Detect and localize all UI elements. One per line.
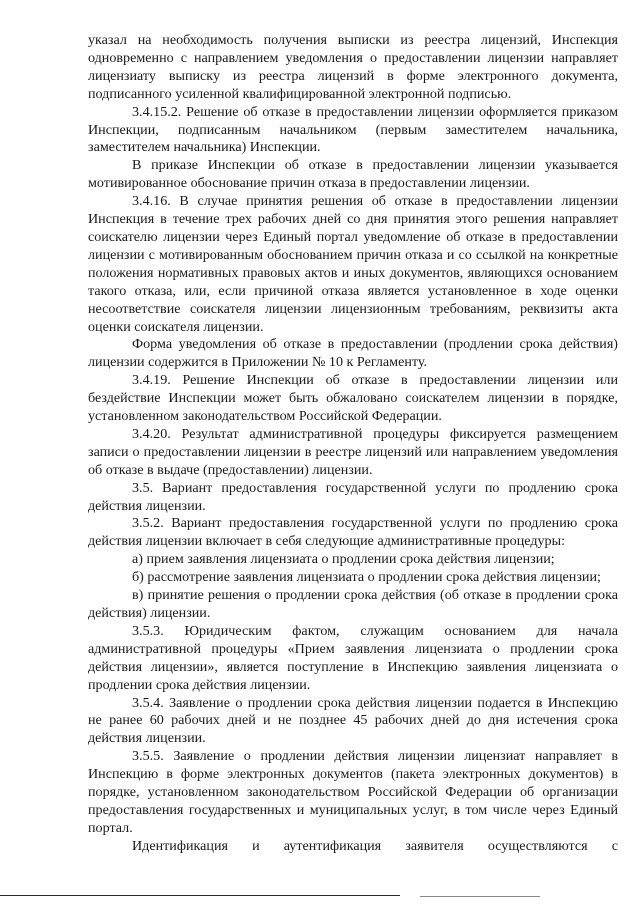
paragraph-notice-form: Форма уведомления об отказе в предоставлении (продлении срока действия) лицензии содержится в Приложении № 10 к Регламенту. [88, 336, 618, 371]
paragraph-3-4-19: 3.4.19. Решение Инспекции об отказе в предоставлении лицензии или бездействие Инспекции может быть обжаловано соискателем лицензии в порядке, установленном законодательством Российской Федерации. [88, 372, 618, 425]
list-item-a: а) прием заявления лицензиата о продлении срока действия лицензии; [132, 551, 555, 568]
paragraph-3-4-16: 3.4.16. В случае принятия решения об отказе в предоставлении лицензии Инспекция в течение трех рабочих дней со дня принятия этого решения направляет соискателю лицензии через Единый портал уведомление об отказе в предоставлении лицензии с мотивированным обоснованием причин отказа и со ссылкой на конкретные положения нормативных правовых актов и иных документов, являющихся основанием такого отказа, или, если причиной отказа является установленное в ходе оценки несоответствие соискателя лицензии лицензионным требованиям, реквизиты акта оценки соискателя лицензии. [88, 193, 618, 335]
paragraph-3-4-20: 3.4.20. Результат административной процедуры фиксируется размещением записи о предоставлении лицензии в реестре лицензий или направлением уведомления об отказе в выдаче (предоставлении) лицензии. [88, 425, 618, 478]
page-bottom-rule-right [420, 896, 540, 897]
list-item-v: в) принятие решения о продлении срока действия (об отказе в продлении срока действия) лицензии. [88, 587, 618, 621]
document-page [88, 32, 618, 856]
paragraph-3-5-5: 3.5.5. Заявление о продлении действия лицензии лицензиат направляет в Инспекцию в форме электронных документов (пакета электронных документов) в порядке, установленном законодательством Российской Федерации об организации предоставления государственных и муниципальных услуг, в том числе через Единый портал. [88, 748, 618, 836]
paragraph-3-5-3: 3.5.3. Юридическим фактом, служащим основанием для начала административной процедуры «Прием заявления лицензиата о продлении срока действия лицензии», является поступление в Инспекцию заявления лицензиата о продлении срока действия лицензии. [88, 622, 618, 693]
paragraph-identification: Идентификация и аутентификация заявителя осуществляются с [132, 837, 618, 854]
paragraph-3-5-2: 3.5.2. Вариант предоставления государственной услуги по продлению срока действия лицензии включает в себя следующие административные процедуры: [88, 515, 618, 550]
paragraph-order-content: В приказе Инспекции об отказе в предоставлении лицензии указывается мотивированное обоснование причин отказа в предоставлении лицензии. [88, 157, 618, 192]
paragraph-3-5: 3.5. Вариант предоставления государственной услуги по продлению срока действия лицензии. [88, 479, 618, 514]
paragraph-continuation: указал на необходимость получения выписки из реестра лицензий, Инспекция одновременно с направлением уведомления о предоставлении лицензии направляет лицензиату выписку из реестра лицензий в форме электронного документа, подписанного усиленной квалифицированной электронной подписью. [88, 32, 618, 102]
paragraph-3-4-15-2: 3.4.15.2. Решение об отказе в предоставлении лицензии оформляется приказом Инспекции, подписанным начальником (первым заместителем начальника, заместителем начальника) Инспекции. [88, 103, 618, 156]
page-bottom-rule [0, 895, 400, 896]
list-item-b: б) рассмотрение заявления лицензиата о продлении срока действия лицензии; [132, 569, 601, 586]
paragraph-3-5-4: 3.5.4. Заявление о продлении срока действия лицензии подается в Инспекцию не ранее 60 рабочих дней и не позднее 45 рабочих дней до дня истечения срока действия лицензии. [88, 694, 618, 747]
